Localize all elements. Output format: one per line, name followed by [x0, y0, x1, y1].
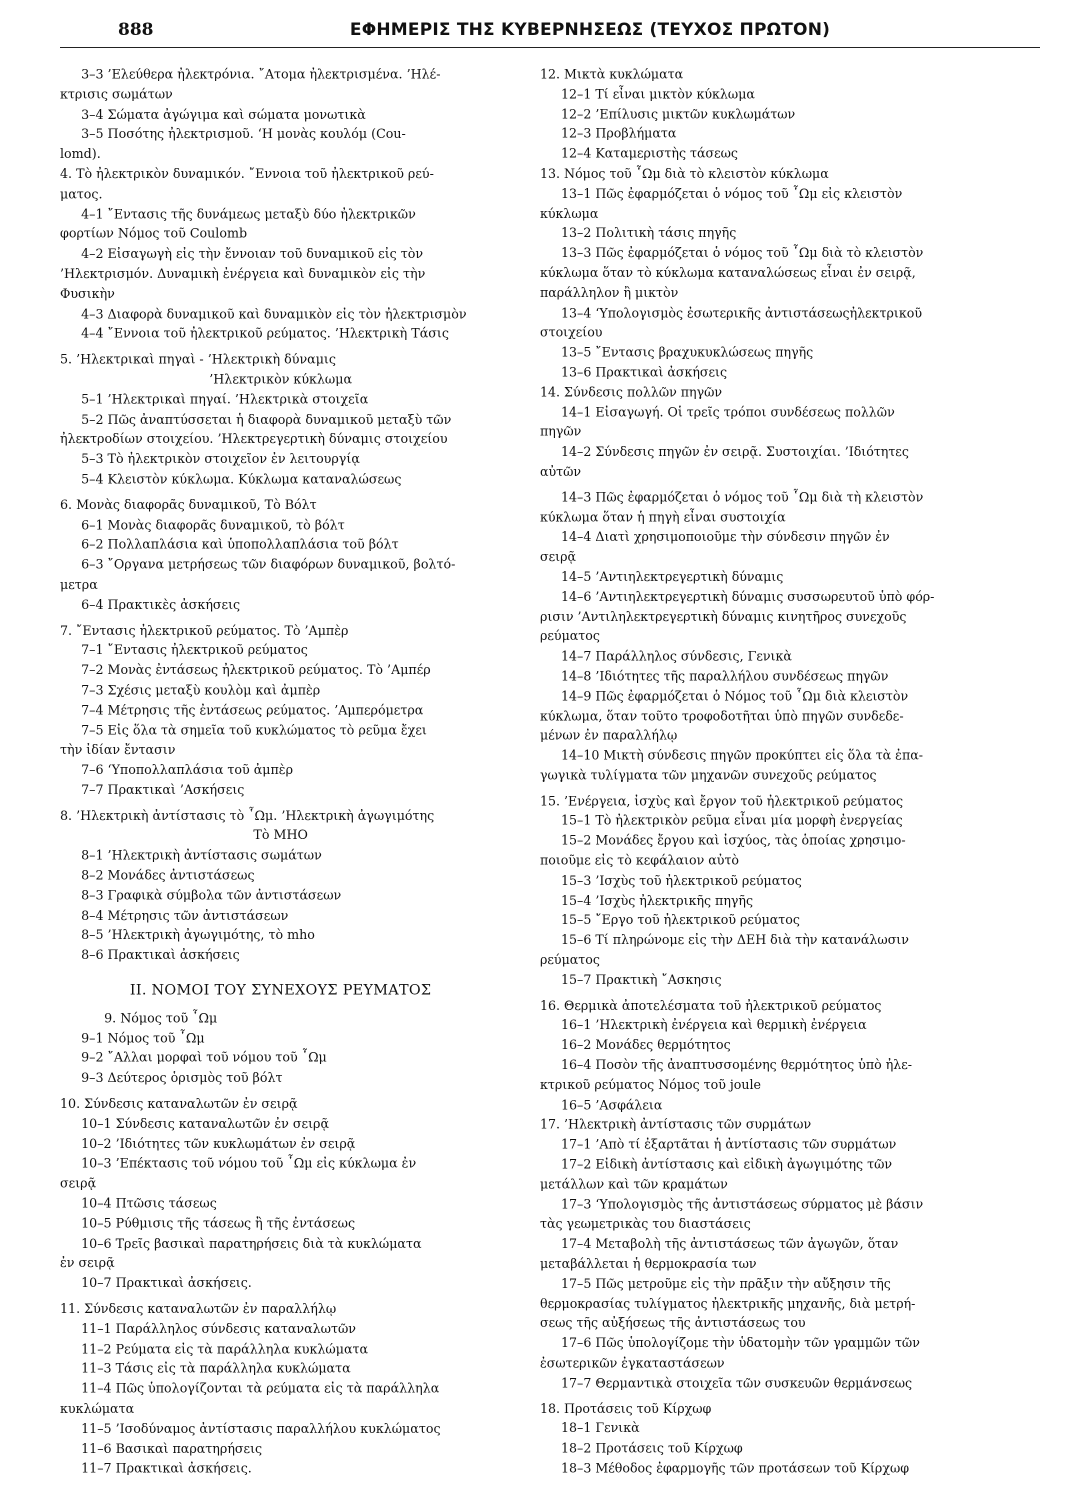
left-column-line: 10–3 ’Επέκτασις τοῦ νόμου τοῦ ῟Ωμ εἰς κύκλωμα ἐν: [81, 1157, 417, 1172]
right-column-line: 14–8 ’Ιδιότητες τῆς παραλλήλου συνδέσεως πηγῶν: [561, 669, 889, 685]
left-column-line: 11–1 Παράλληλος σύνδεσις καταναλωτῶν: [81, 1322, 356, 1337]
right-column-line: 14–5 ’Αντιηλεκτρεγερτικὴ δύναμις: [561, 570, 784, 585]
left-column-line: 4–4 ῎Εννοια τοῦ ἠλεκτρικοῦ ρεύματος. ’Ηλεκτρικὴ Τάσις: [81, 327, 449, 342]
right-column-line: 15–7 Πρακτικὴ ῎Ασκησις: [561, 973, 722, 988]
right-column-line: 14–6 ’Αντιηλεκτρεγερτικὴ δύναμις συσσωρευτοῦ ὑπὸ φόρ-: [561, 590, 935, 605]
right-column-line: κύκλωμα, ὅταν τοῦτο τροφοδοτῆται ὑπὸ πηγῶν συνδεδε-: [540, 709, 904, 724]
right-column-line: 16–5 ’Ασφάλεια: [561, 1098, 663, 1113]
left-column-line: ματος.: [60, 187, 103, 203]
left-column-line: 6–3 ῎Οργανα μετρήσεως τῶν διαφόρων δυναμικοῦ, βολτό-: [81, 558, 456, 573]
left-column-line: ἠλεκτροδίων στοιχείου. ’Ηλεκτρεγερτικὴ δύναμις στοιχείου: [60, 432, 448, 448]
right-column-line: 15–3 ’Ισχὺς τοῦ ἠλεκτρικοῦ ρεύματος: [561, 874, 802, 889]
left-column-line: 11–7 Πρακτικαὶ ἀσκήσεις.: [81, 1462, 252, 1477]
right-column-line: 16–4 Ποσὸν τῆς ἀναπτυσσομένης θερμότητος ὑπὸ ἠλε-: [561, 1058, 913, 1074]
right-column-line: 18–2 Προτάσεις τοῦ Κίρχωφ: [561, 1441, 743, 1457]
left-column-line: ’Ηλεκτρικὸν κύκλωμα: [209, 372, 353, 388]
left-column-line: 3–3 ’Ελεύθερα ἠλεκτρόνια. ῎Ατομα ἠλεκτρισμένα. ’Ηλέ-: [81, 67, 441, 83]
left-column-line: ἐν σειρᾷ: [60, 1256, 115, 1272]
left-column-line: 10–6 Τρεῖς βασικαὶ παρατηρήσεις διὰ τὰ κυκλώματα: [81, 1236, 422, 1252]
left-column-line: 7. ῎Εντασις ἠλεκτρικοῦ ρεύματος. Τὸ ’Αμπὲρ: [60, 623, 349, 639]
right-column-line: 18. Προτάσεις τοῦ Κίρχωφ: [540, 1402, 712, 1417]
right-column-line: κτρικοῦ ρεύματος Νόμος τοῦ joule: [540, 1078, 761, 1093]
right-column-line: 17–2 Εἰδικὴ ἀντίστασις καὶ εἰδικὴ ἀγωγιμότης τῶν: [561, 1158, 893, 1173]
right-column-line: 15–4 ’Ισχὺς ἠλεκτρικῆς πηγῆς: [561, 894, 754, 909]
right-column-line: 17. ’Ηλεκτρικὴ ἀντίστασις τῶν συρμάτων: [540, 1118, 812, 1133]
left-column-line: ’Ηλεκτρισμόν. Δυναμικὴ ἐνέργεια καὶ δυναμικὸν εἰς τὴν: [60, 267, 426, 282]
right-column-line: 12–2 ’Επίλυσις μικτῶν κυκλωμάτων: [561, 107, 796, 122]
right-column-line: 15–2 Μονάδες ἔργου καὶ ἰσχύος, τὰς ὁποίας χρησιμο-: [561, 834, 906, 849]
right-column-line: 15–6 Τί πληρώνομε εἰς τὴν ΔΕΗ διὰ τὴν κατανάλωσιν: [561, 933, 909, 949]
right-column-line: 14–3 Πῶς ἐφαρμόζεται ὁ νόμος τοῦ ῟Ωμ διὰ τὴ κλειστὸν: [561, 490, 924, 506]
left-column-line: 7–2 Μονὰς ἐντάσεως ἠλεκτρικοῦ ρεύματος. Τὸ ’Αμπέρ: [81, 663, 431, 679]
left-column-line: 8–6 Πρακτικαὶ ἀσκήσεις: [81, 948, 240, 964]
left-column-line: 7–7 Πρακτικαὶ ’Ασκήσεις: [81, 783, 245, 798]
right-column-line: 15–5 ῎Εργο τοῦ ἠλεκτρικοῦ ρεύματος: [561, 913, 800, 929]
left-column-line: 6–1 Μονὰς διαφορᾶς δυναμικοῦ, τὸ βόλτ: [81, 518, 345, 533]
left-column: [60, 66, 501, 1480]
right-column-line: μετάλλων καὶ τῶν κραμάτων: [540, 1177, 728, 1193]
left-column-line: 5–1 ’Ηλεκτρικαὶ πηγαί. ’Ηλεκτρικὰ στοιχεῖα: [81, 392, 369, 408]
right-column-line: τὰς γεωμετρικὰς του διαστάσεις: [540, 1217, 751, 1232]
left-column-line: 9–2 ῎Αλλαι μορφαὶ τοῦ νόμου τοῦ ῟Ωμ: [81, 1051, 327, 1067]
header-rule: [60, 47, 1040, 48]
left-column-line: 11–5 ’Ισοδύναμος ἀντίστασις παραλλήλου κυκλώματος: [81, 1422, 441, 1437]
left-column-line: 10–2 ’Ιδιότητες τῶν κυκλωμάτων ἐν σειρᾷ: [81, 1137, 356, 1152]
right-column-line: 14–9 Πῶς ἐφαρμόζεται ὁ Νόμος τοῦ ῟Ωμ διὰ κλειστὸν: [561, 689, 909, 704]
right-column-line: 13–1 Πῶς ἐφαρμόζεται ὁ νόμος τοῦ ῟Ωμ εἰς κλειστὸν: [561, 187, 903, 202]
right-column-line: μένων ἐν παραλλήλῳ: [540, 729, 678, 744]
right-column-line: 17–4 Μεταβολὴ τῆς ἀντιστάσεως τῶν ἀγωγῶν, ὅταν: [561, 1237, 899, 1252]
left-column-line: κτρισις σωμάτων: [60, 87, 173, 103]
left-column-line: 3–5 Ποσότης ἠλεκτρισμοῦ. ‘Η μονὰς κουλόμ (Cou-: [81, 127, 406, 143]
left-column-line: 9. Νόμος τοῦ ῟Ωμ: [104, 1011, 218, 1027]
right-column-line: 13–4 ‘Υπολογισμὸς ἐσωτερικῆς ἀντιστάσεωςἠλεκτρικοῦ: [561, 306, 922, 321]
left-column-line: 10–7 Πρακτικαὶ ἀσκήσεις.: [81, 1276, 252, 1292]
left-column-line: τὴν ἰδίαν ἔντασιν: [60, 743, 176, 758]
page-number: 888: [118, 20, 154, 40]
right-column-line: κύκλωμα: [540, 206, 599, 222]
left-column-line: 5–4 Κλειστὸν κύκλωμα. Κύκλωμα καταναλώσεως: [81, 472, 402, 488]
left-column-line: φορτίων Νόμος τοῦ Coulomb: [60, 227, 248, 242]
right-column-line: 12–1 Τί εἶναι μικτὸν κύκλωμα: [561, 87, 755, 103]
right-column-line: ποιοῦμε εἰς τὸ κεφάλαιον αὐτὸ: [540, 854, 740, 869]
left-column-line: 7–1 ῎Εντασις ἠλεκτρικοῦ ρεύματος: [81, 643, 308, 659]
right-column-line: 15. ’Ενέργεια, ἰσχὺς καὶ ἔργον τοῦ ἠλεκτρικοῦ ρεύματος: [540, 794, 904, 810]
right-column-line: 12–4 Καταμεριστὴς τάσεως: [561, 147, 738, 162]
right-column-line: 17–3 ‘Υπολογισμὸς τῆς ἀντιστάσεως σύρματος μὲ βάσιν: [561, 1197, 924, 1213]
right-column-line: 17–5 Πῶς μετροῦμε εἰς τὴν πρᾶξιν τὴν αὔξησιν τῆς: [561, 1277, 891, 1292]
left-column-line: 4–3 Διαφορὰ δυναμικοῦ καὶ δυναμικὸν εἰς τὸν ἠλεκτρισμὸν: [81, 307, 467, 322]
left-column-line: 7–5 Εἰς ὅλα τὰ σημεῖα τοῦ κυκλώματος τὸ ρεῦμα ἔχει: [81, 723, 427, 738]
left-column-line: 9–3 Δεύτερος ὁρισμὸς τοῦ βόλτ: [81, 1071, 283, 1086]
right-column-line: μεταβάλλεται ἡ θερμοκρασία των: [540, 1257, 757, 1272]
right-column-line: 13–6 Πρακτικαὶ ἀσκήσεις: [561, 365, 728, 381]
right-column-line: κύκλωμα ὅταν ἡ πηγὴ εἶναι συστοιχία: [540, 510, 786, 526]
left-column-line: 8–2 Μονάδες ἀντιστάσεως: [81, 869, 255, 884]
right-column-line: 12–3 Προβλήματα: [561, 127, 677, 142]
right-column-line: 13. Νόμος τοῦ ῟Ωμ διὰ τὸ κλειστὸν κύκλωμα: [540, 167, 829, 182]
right-column-line: 14–1 Εἰσαγωγή. Οἱ τρεῖς τρόποι συνδέσεως πολλῶν: [561, 405, 895, 421]
left-column-line: 5. ’Ηλεκτρικαὶ πηγαὶ - ’Ηλεκτρικὴ δύναμις: [60, 352, 336, 368]
page-header: [60, 20, 1040, 48]
right-column-line: 16. Θερμικὰ ἀποτελέσματα τοῦ ἠλεκτρικοῦ ρεύματος: [540, 999, 882, 1014]
left-column-line: 5–3 Τὸ ἠλεκτρικὸν στοιχεῖον ἐν λειτουργίᾳ: [81, 452, 360, 468]
right-column-line: 14. Σύνδεσις πολλῶν πηγῶν: [540, 385, 723, 401]
gazette-title: ΕΦΗΜΕΡΙΣ ΤΗΣ ΚΥΒΕΡΝΗΣΕΩΣ (ΤΕΥΧΟΣ ΠΡΩΤΟΝ): [349, 20, 831, 40]
right-column-line: ἐσωτερικῶν ἐγκαταστάσεων: [540, 1356, 725, 1372]
left-column-line: 10–1 Σύνδεσις καταναλωτῶν ἐν σειρᾷ: [81, 1117, 330, 1132]
right-column-line: 13–3 Πῶς ἐφαρμόζεται ὁ νόμος τοῦ ῟Ωμ διὰ τὸ κλειστὸν: [561, 246, 924, 262]
right-column-line: 18–1 Γενικὰ: [561, 1422, 640, 1437]
left-column-line: lomd).: [60, 147, 101, 163]
left-column-line: 7–3 Σχέσις μεταξὺ κουλὸμ καὶ ἀμπὲρ: [81, 683, 321, 699]
left-column-line: 7–4 Μέτρησις τῆς ἐντάσεως ρεύματος. ’Αμπερόμετρα: [81, 703, 424, 719]
right-column-line: κύκλωμα ὅταν τὸ κύκλωμα καταναλώσεως εἶναι ἐν σειρᾷ,: [540, 266, 916, 281]
right-column-line: γωγικὰ τυλίγματα τῶν μηχανῶν συνεχοῦς ρεύματος: [540, 769, 877, 784]
left-column-line: 9–1 Νόμος τοῦ ῟Ωμ: [81, 1031, 205, 1047]
right-column-line: 16–1 ’Ηλεκτρικὴ ἐνέργεια καὶ θερμικὴ ἐνέργεια: [561, 1018, 867, 1034]
left-column-line: 4. Τὸ ἠλεκτρικὸν δυναμικόν. ῎Εννοια τοῦ ἠλεκτρικοῦ ρεύ-: [60, 167, 434, 183]
right-column-line: 17–7 Θερμαντικὰ στοιχεῖα τῶν συσκευῶν θερμάνσεως: [561, 1376, 913, 1391]
left-column-line: 8. ’Ηλεκτρικὴ ἀντίστασις τὸ ῟Ωμ. ’Ηλεκτρικὴ ἀγωγιμότης: [60, 809, 435, 824]
left-column-line: ΙΙ. ΝΟΜΟΙ ΤΟΥ ΣΥΝΕΧΟΥΣ ΡΕΥΜΑΤΟΣ: [129, 981, 432, 999]
left-column-line: 6. Μονὰς διαφορᾶς δυναμικοῦ, Τὸ Βόλτ: [60, 498, 317, 513]
left-column-line: Φυσικὴν: [60, 287, 115, 302]
left-column-line: 11–6 Βασικαὶ παρατηρήσεις: [81, 1442, 263, 1457]
left-column-line: 10–5 Ρύθμισις τῆς τάσεως ἢ τῆς ἐντάσεως: [81, 1216, 356, 1232]
right-column-line: 18–3 Μέθοδος ἐφαρμογῆς τῶν προτάσεων τοῦ Κίρχωφ: [561, 1461, 910, 1477]
right-column-line: 14–10 Μικτὴ σύνδεσις πηγῶν προκύπτει εἰς ὅλα τὰ ἐπα-: [561, 749, 923, 764]
right-column-line: 12. Μικτὰ κυκλώματα: [540, 67, 684, 83]
right-column-line: πηγῶν: [540, 425, 582, 440]
left-column-line: 4–1 ῎Εντασις τῆς δυνάμεως μεταξὺ δύο ἠλεκτρικῶν: [81, 207, 416, 222]
right-column-line: στοιχείου: [540, 326, 603, 341]
left-column-line: Τὸ ΜΗΟ: [253, 829, 308, 844]
right-column-line: ρεύματος: [540, 629, 600, 645]
right-column: [540, 66, 989, 1480]
right-column-line: 13–2 Πολιτικὴ τάσις πηγῆς: [561, 226, 737, 242]
left-column-line: 11–2 Ρεύματα εἰς τὰ παράλληλα κυκλώματα: [81, 1342, 369, 1357]
left-column-line: 3–4 Σώματα ἀγώγιμα καὶ σώματα μονωτικὰ: [81, 107, 366, 123]
right-column-line: αὐτῶν: [540, 465, 582, 480]
left-column-line: 11–3 Τάσις εἰς τὰ παράλληλα κυκλώματα: [81, 1362, 351, 1377]
left-column-line: 7–6 ‘Υποπολλαπλάσια τοῦ ἀμπὲρ: [81, 763, 294, 778]
right-column-line: 14–4 Διατὶ χρησιμοποιοῦμε τὴν σύνδεσιν πηγῶν ἐν: [561, 530, 890, 545]
right-column-line: 13–5 ῎Εντασις βραχυκυκλώσεως πηγῆς: [561, 346, 814, 361]
right-column-line: ρεύματος: [540, 953, 600, 968]
right-column-line: παράλληλον ἢ μικτὸν: [540, 286, 679, 301]
right-column-line: 17–1 ’Απὸ τί ἐξαρτᾶται ἡ ἀντίστασις τῶν συρμάτων: [561, 1138, 897, 1153]
left-column-line: 11. Σύνδεσις καταναλωτῶν ἐν παραλλήλῳ: [60, 1302, 337, 1317]
right-column-line: ρισιν ’Αντιληλεκτρεγερτικὴ δύναμις κινητῆρος συνεχοῦς: [540, 610, 907, 625]
right-column-line: 15–1 Τὸ ἠλεκτρικὸν ρεῦμα εἶναι μία μορφὴ ἐνεργείας: [561, 814, 903, 829]
left-column-line: 6–2 Πολλαπλάσια καὶ ὑποπολλαπλάσια τοῦ βόλτ: [81, 538, 399, 553]
left-column-line: 8–5 ’Ηλεκτρικὴ ἀγωγιμότης, τὸ mho: [81, 928, 315, 944]
left-column-line: 5–2 Πῶς ἀναπτύσσεται ἡ διαφορὰ δυναμικοῦ μεταξὺ τῶν: [81, 412, 452, 428]
right-column-line: 16–2 Μονάδες θερμότητος: [561, 1038, 731, 1054]
left-column-line: 8–1 ’Ηλεκτρικὴ ἀντίστασις σωμάτων: [81, 849, 322, 864]
left-column-line: κυκλώματα: [60, 1402, 135, 1417]
right-column-line: σεως τῆς αὐξήσεως τῆς ἀντιστάσεως του: [540, 1317, 806, 1332]
left-column-line: 10–4 Πτῶσις τάσεως: [81, 1197, 217, 1212]
left-column-line: 11–4 Πῶς ὑπολογίζονται τὰ ρεύματα εἰς τὰ παράλληλα: [81, 1382, 440, 1397]
right-column-line: 14–7 Παράλληλος σύνδεσις, Γενικὰ: [561, 649, 792, 665]
left-column-line: 6–4 Πρακτικὲς ἀσκήσεις: [81, 598, 241, 613]
right-column-line: θερμοκρασίας τυλίγματος ἠλεκτρικῆς μηχανῆς, διὰ μετρή-: [540, 1297, 916, 1312]
right-column-line: σειρᾷ: [540, 550, 576, 565]
left-column-line: 8–3 Γραφικὰ σύμβολα τῶν ἀντιστάσεων: [81, 888, 342, 904]
left-column-line: σειρᾷ: [60, 1177, 97, 1192]
left-column-line: 10. Σύνδεσις καταναλωτῶν ἐν σειρᾷ: [60, 1097, 298, 1112]
left-column-line: 4–2 Εἰσαγωγὴ εἰς τὴν ἔννοιαν τοῦ δυναμικοῦ εἰς τὸν: [81, 247, 424, 262]
right-column-line: 17–6 Πῶς ὑπολογίζομε τὴν ὑδατομὴν τῶν γραμμῶν τῶν: [561, 1336, 920, 1352]
left-column-line: 8–4 Μέτρησις τῶν ἀντιστάσεων: [81, 908, 289, 924]
left-column-line: μετρα: [60, 578, 98, 593]
right-column-line: 14–2 Σύνδεσις πηγῶν ἐν σειρᾷ. Συστοιχίαι. ’Ιδιότητες: [561, 445, 909, 460]
